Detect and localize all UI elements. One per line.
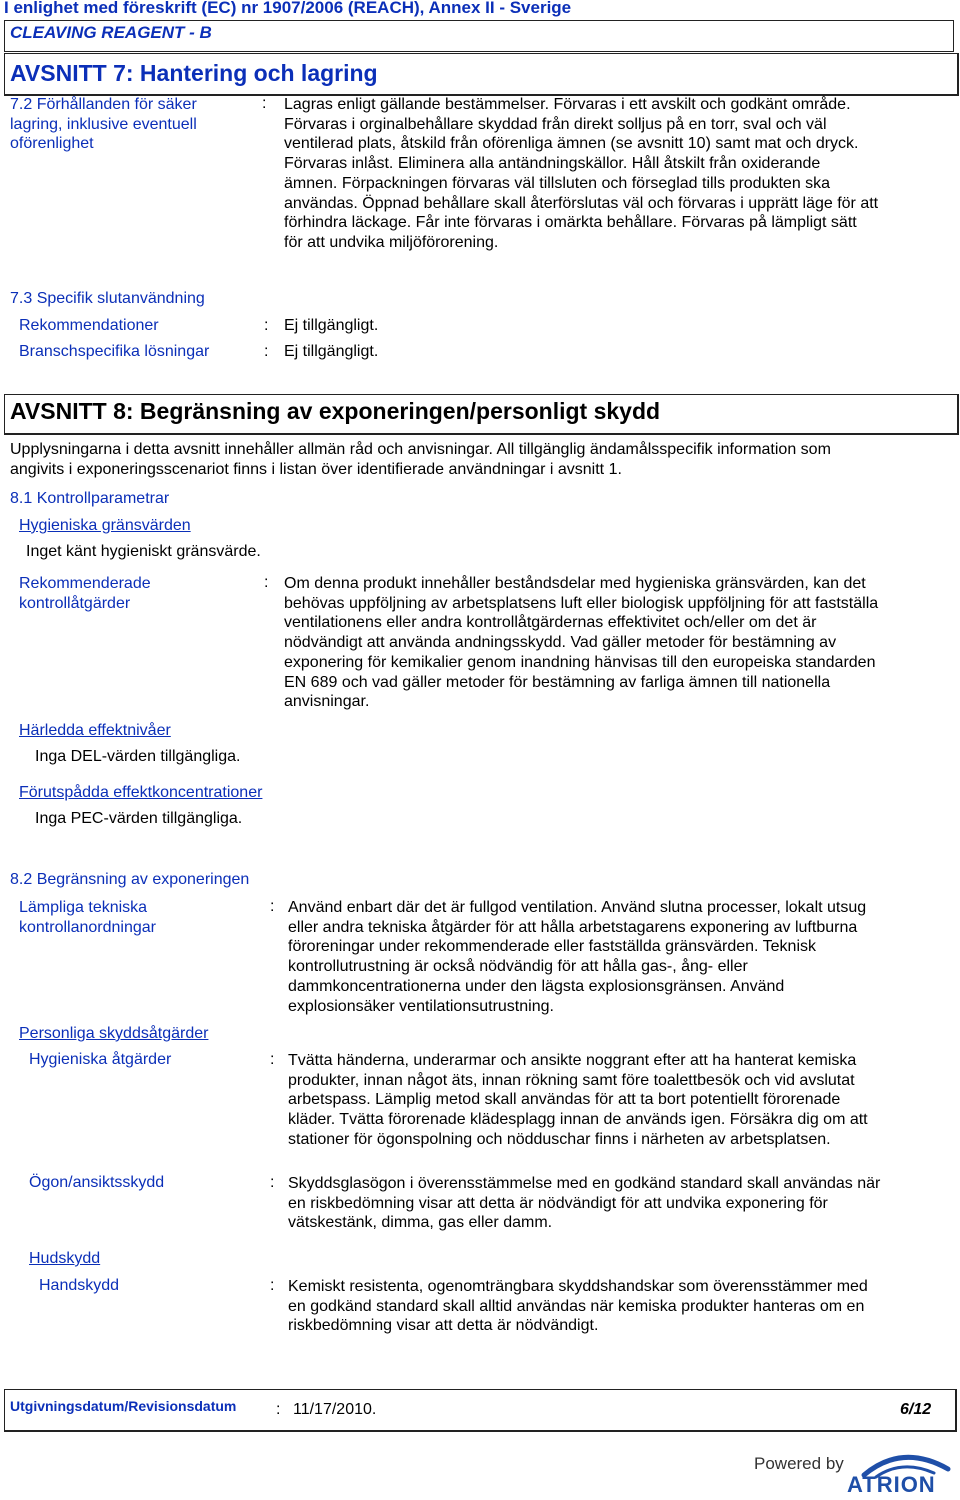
section-8-intro: Upplysningarna i detta avsnitt innehåller allmän råd och anvisningar. All tillgänglig ändamålsspecifik information som angivits i exponeringsscenariot finns i listan över identifierade användningar i avsnitt 1. bbox=[10, 441, 831, 478]
technical-controls-label: Lämpliga tekniska kontrollanordningar bbox=[19, 899, 156, 936]
section-7-2-text: Lagras enligt gällande bestämmelser. Förvaras i ett avskilt och godkänt område. Förvaras i orginalbehållare skyddad från direkt solljus på en torr, sval och väl ventilerad plats, åtskild från oförenliga ämnen (se avsnitt 10) samt mat och dryck. Förvaras inlåst. Eliminera alla antändningskällor. Håll åtskilt från oxiderande ämnen. Förpackningen förvaras väl tillsluten och förseglad tills produkten ska användas. Öppnad behållare skall återförslutas väl och förvaras i upprätt läge för att förhindra läckage. Får inte förvaras i omärkta behållare. Förvaras på lämpligt sätt för att undvika miljöförorening. bbox=[284, 96, 879, 251]
colon: : bbox=[264, 574, 269, 591]
recommendations-value: Ej tillgängligt. bbox=[284, 317, 379, 334]
industry-solutions-value: Ej tillgängligt. bbox=[284, 343, 379, 360]
hygienic-limits-text: Inget känt hygieniskt gränsvärde. bbox=[26, 543, 261, 560]
section-7-3-heading: 7.3 Specifik slutanvändning bbox=[10, 290, 205, 307]
eye-protection-label: Ögon/ansiktsskydd bbox=[29, 1174, 165, 1191]
ppe-heading: Personliga skyddsåtgärder bbox=[19, 1025, 209, 1042]
recommended-controls-label: Rekommenderade kontrollåtgärder bbox=[19, 575, 151, 612]
atrion-logo-graphic bbox=[752, 1445, 960, 1495]
eye-protection-text: Skyddsglasögon i överensstämmelse med en godkänd standard skall användas när en riskbedömning visar att detta är nödvändigt för att undvika exponering för vätskestänk, dimma, gas eller damm. bbox=[288, 1175, 881, 1232]
skin-protection-heading: Hudskydd bbox=[29, 1250, 101, 1267]
pnec-heading: Förutspådda effektkoncentrationer bbox=[19, 784, 263, 801]
powered-by-text: Powered by bbox=[754, 1454, 844, 1473]
product-name: CLEAVING REAGENT - B bbox=[10, 23, 212, 42]
colon: : bbox=[270, 1051, 275, 1068]
recommended-controls-text: Om denna produkt innehåller beståndsdelar med hygieniska gränsvärden, kan det behövas uppföljning av arbetsplatsens luft eller biologisk uppföljning för att fastställa ventilationens eller andra kontrollåtgärdernas effektivitet och/eller om det är nödvändigt att använda andningsskydd. Vad gäller metoder för bestämning av exponering för kemikalier genom inandning hänvisas till den europeiska standarden EN 689 och vad gäller metoder för bestämning av farliga ämnen till nationella anvisningar. bbox=[284, 575, 879, 711]
section-8-2-heading: 8.2 Begränsning av exponeringen bbox=[10, 871, 250, 888]
revision-date-value: 11/17/2010. bbox=[293, 1401, 377, 1418]
colon: : bbox=[262, 95, 267, 112]
hygienic-limits-heading: Hygieniska gränsvärden bbox=[19, 517, 191, 534]
colon: : bbox=[270, 1174, 275, 1191]
document-title: I enlighet med föreskrift (EC) nr 1907/2006 (REACH), Annex II - Sverige bbox=[4, 0, 572, 17]
section-8-1-heading: 8.1 Kontrollparametrar bbox=[10, 490, 170, 507]
section-8-title: AVSNITT 8: Begränsning av exponeringen/personligt skydd bbox=[10, 398, 661, 424]
colon: : bbox=[270, 1277, 275, 1294]
pnec-text: Inga PEC-värden tillgängliga. bbox=[35, 810, 243, 827]
hand-protection-label: Handskydd bbox=[39, 1277, 120, 1294]
atrion-logo bbox=[752, 1445, 960, 1495]
technical-controls-text: Använd enbart där det är fullgod ventilation. Använd slutna processer, lokalt utsug eller andra tekniska åtgärder för att hålla arbetstagarens exponering av luftburna föroreningar under rekommenderade eller fastställda gränsvärden. Teknisk kontrollutrustning är också nödvändig för att hålla gas-, ång- eller dammkoncentrationerna under den lägsta explosionsgränsen. Använd explosionsäker ventilationsutrustning. bbox=[288, 899, 867, 1015]
recommendations-label: Rekommendationer bbox=[19, 317, 159, 334]
section-7-title: AVSNITT 7: Hantering och lagring bbox=[10, 60, 378, 86]
hygiene-measures-text: Tvätta händerna, underarmar och ansikte noggrant efter att ha hanterat kemiska produkter, innan något äts, innan rökning samt före toalettbesök och vid avslutat arbetspass. Lämplig metod skall användas för att ta bort potentiellt förorenade kläder. Tvätta förorenade klädesplagg innan de används igen. Försäkra dig om att stationer för ögonspolning och nödduschar finns i närheten av arbetsplatsen. bbox=[288, 1052, 868, 1148]
colon: : bbox=[264, 317, 269, 334]
hand-protection-text: Kemiskt resistenta, ogenomträngbara skyddshandskar som överensstämmer med en godkänd standard skall alltid användas när kemiska produkter hanteras om en riskbedömning visar att detta är nödvändigt. bbox=[288, 1278, 868, 1335]
hygiene-measures-label: Hygieniska åtgärder bbox=[29, 1051, 172, 1068]
revision-date-label: Utgivningsdatum/Revisionsdatum bbox=[10, 1398, 237, 1414]
industry-solutions-label: Branschspecifika lösningar bbox=[19, 343, 210, 360]
dnel-text: Inga DEL-värden tillgängliga. bbox=[35, 748, 241, 765]
colon: : bbox=[276, 1401, 281, 1418]
dnel-heading: Härledda effektnivåer bbox=[19, 722, 171, 739]
section-7-2-label: 7.2 Förhållanden för säker lagring, inklusive eventuell oförenlighet bbox=[10, 96, 197, 153]
colon: : bbox=[264, 343, 269, 360]
colon: : bbox=[270, 898, 275, 915]
page-number: 6/12 bbox=[900, 1401, 932, 1418]
atrion-wordmark: ATRION bbox=[847, 1472, 936, 1495]
